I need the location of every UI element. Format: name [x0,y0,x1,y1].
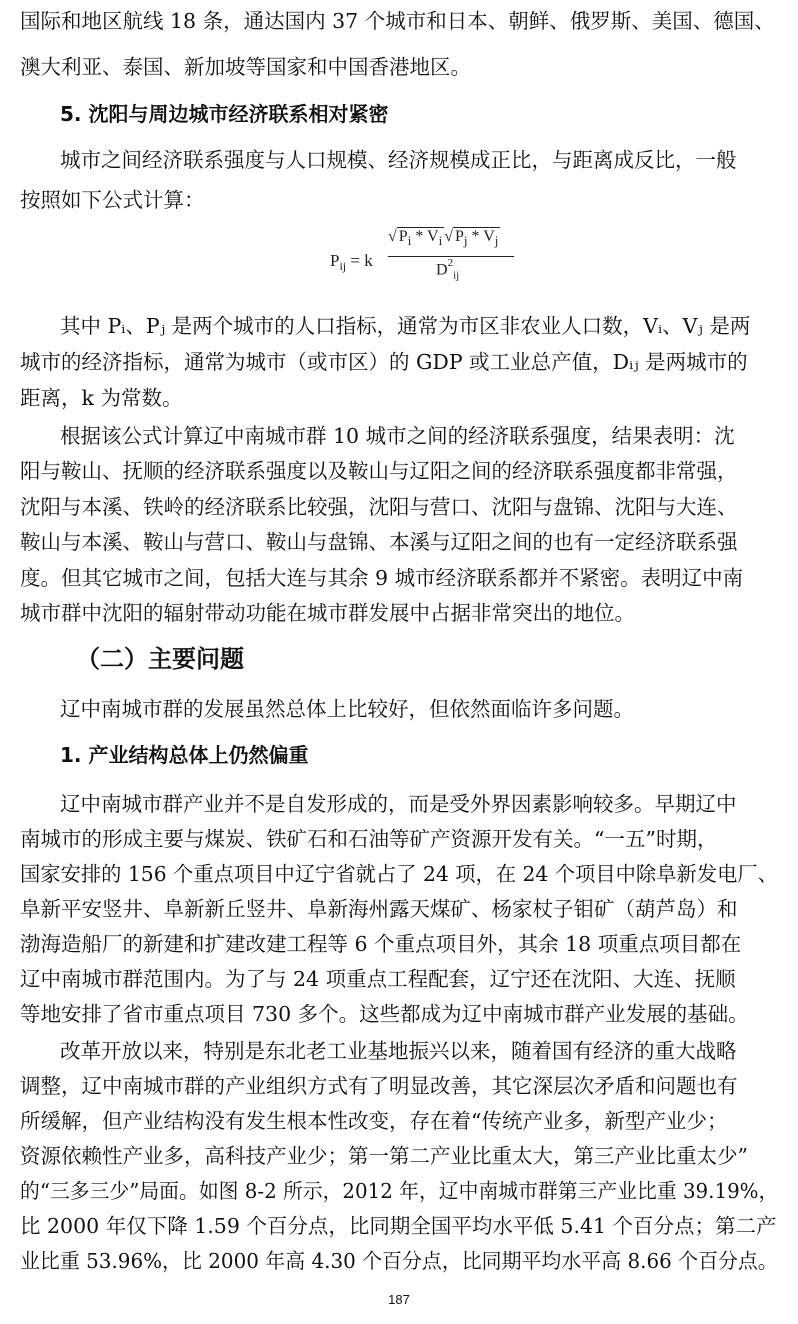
text-line: 国际和地区航线 18 条，通达国内 37 个城市和日本、朝鲜、俄罗斯、美国、德国、 [20,9,775,33]
page-number: 187 [388,1292,410,1307]
economic-linkage-formula [330,226,530,296]
text-line: 城市之间经济联系强度与人口规模、经济规模成正比，与距离成反比，一般 [60,148,737,172]
text-line: 辽中南城市群范围内。为了与 24 项重点工程配套，辽宁还在沈阳、大连、抚顺 [20,967,736,991]
text-line: 按照如下公式计算： [20,188,205,212]
text-line: 渤海造船厂的新建和扩建改建工程等 6 个重点项目外，其余 18 项重点项目都在 [20,932,742,956]
section-title: （二）主要问题 [76,645,244,673]
text-line: 的“三多三少”局面。如图 8-2 所示，2012 年，辽中南城市群第三产业比重 39.19%， [20,1179,779,1203]
formula-lhs: $P_{ij} = k$ [330,251,373,273]
text-line: 阳与鞍山、抚顺的经济联系强度以及鞍山与辽阳之间的经济联系强度都非常强， [20,459,738,483]
formula-denominator: $D^2_{ij}$ [436,257,460,282]
formula-numerator: √ $P_i * V_i$ √ $P_j * V_j$ [388,228,499,248]
text-line: 其中 Pᵢ、Pⱼ 是两个城市的人口指标，通常为市区非农业人口数，Vᵢ、Vⱼ 是两 [60,314,751,338]
text-line: 鞍山与本溪、鞍山与营口、鞍山与盘锦、本溪与辽阳之间的也有一定经济联系强 [20,530,738,554]
text-line: 辽中南城市群产业并不是自发形成的，而是受外界因素影响较多。早期辽中 [60,792,737,816]
text-line: 城市的经济指标，通常为城市（或市区）的 GDP 或工业总产值，Dᵢⱼ 是两城市的 [20,350,748,374]
subheading-1: 1. 产业结构总体上仍然偏重 [60,743,309,767]
subheading-5: 5. 沈阳与周边城市经济联系相对紧密 [60,102,389,126]
text-line: 等地安排了省市重点项目 730 多个。这些都成为辽中南城市群产业发展的基础。 [20,1002,749,1026]
text-line: 改革开放以来，特别是东北老工业基地振兴以来，随着国有经济的重大战略 [60,1039,737,1063]
text-line: 城市群中沈阳的辐射带动功能在城市群发展中占据非常突出的地位。 [20,601,635,625]
text-line: 调整，辽中南城市群的产业组织方式有了明显改善，其它深层次矛盾和问题也有 [20,1074,738,1098]
text-line: 阜新平安竖井、阜新新丘竖井、阜新海州露天煤矿、杨家杖子钼矿（葫芦岛）和 [20,897,738,921]
text-line: 资源依赖性产业多，高科技产业少；第一第二产业比重太大，第三产业比重太少” [20,1144,748,1168]
text-line: 南城市的形成主要与煤炭、铁矿石和石油等矿产资源开发有关。“一五”时期， [20,827,718,851]
text-line: 辽中南城市群的发展虽然总体上比较好，但依然面临许多问题。 [60,697,634,721]
text-line: 业比重 53.96%，比 2000 年高 4.30 个百分点，比同期平均水平高 8.66 个百分点。 [20,1249,778,1273]
text-line: 度。但其它城市之间，包括大连与其余 9 城市经济联系都并不紧密。表明辽中南 [20,566,744,590]
text-line: 距离，k 为常数。 [20,386,183,410]
text-line: 所缓解，但产业结构没有发生根本性改变，存在着“传统产业多，新型产业少； [20,1109,728,1133]
text-line: 澳大利亚、泰国、新加坡等国家和中国香港地区。 [20,55,471,79]
text-line: 根据该公式计算辽中南城市群 10 城市之间的经济联系强度，结果表明：沈 [60,424,735,448]
text-line: 比 2000 年仅下降 1.59 个百分点，比同期全国平均水平低 5.41 个百分点；第二产 [20,1214,777,1238]
text-line: 沈阳与本溪、铁岭的经济联系比较强，沈阳与营口、沈阳与盘锦、沈阳与大连、 [20,495,738,519]
text-line: 国家安排的 156 个重点项目中辽宁省就占了 24 项，在 24 个项目中除阜新发电厂、 [20,862,778,886]
